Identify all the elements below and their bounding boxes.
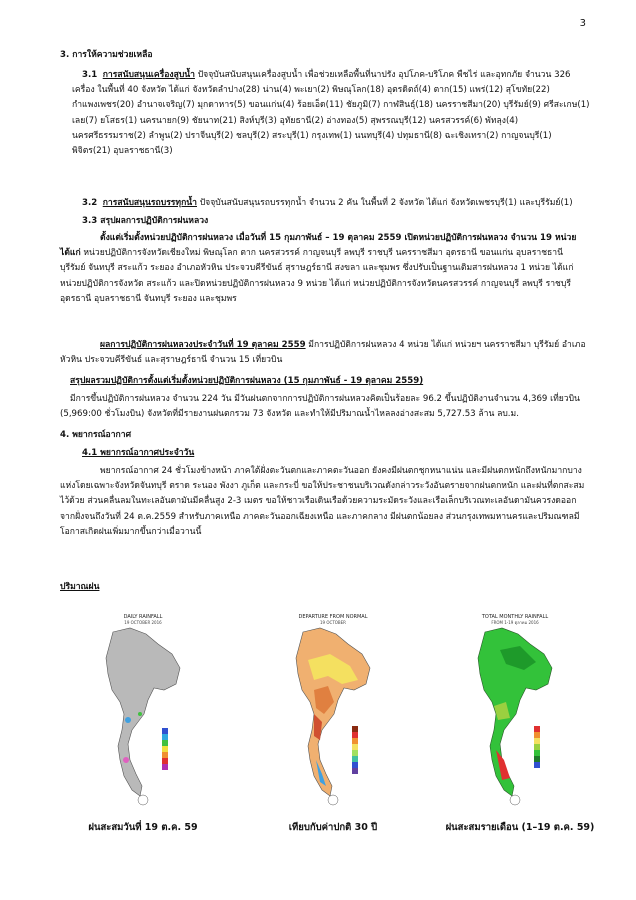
summary-heading-text: สรุปผลรวมปฏิบัติการตั้งแต่เริ่มตั้งหน่วยปฏิบัติการฝนหลวง (15 กุมภาพันธ์ - 19 ตุลาคม 2559) [70,376,424,386]
departure-map-image [258,610,408,810]
section-4-1-text: พยากรณ์อากาศ 24 ชั่วโมงข้างหน้า ภาคใต้ฝั่งตะวันตกและภาคตะวันออก ยังคงมีฝนตกชุกหนาแน่น และมีฝนตกหนักถึงหนักมากบางแห่งโดยเฉพาะจังหวัดจันทบุรี ตราด ระนอง พังงา ภูเก็ต และกระบี่ ขอให้ประชาชนบริเวณดังกล่าวระวังอันตรายจากฝนตกหนัก และฝนที่ตกสะสมไว้ด้วย ส่วนคลื่นลมในทะเลอันดามันมีคลื่นสูง 2-3 เมตร ขอให้ชาวเรือเดินเรือด้วยความระมัดระวังและเรือเล็กบริเวณทะเลอันดามันควรงดออกจากฝั่งจนถึงวันที่ 24 ต.ค.2559 สำหรับภาคเหนือ ภาคตะวันออกเฉียงเหนือ และภาคกลาง มีฝนตกน้อยลง ส่วนกรุงเทพมหานครและปริมณฑลมีโอกาสเกิดฝนเพิ่มมากขึ้นกว่าเมื่อวานนี้ [60,466,585,537]
departure-from-normal-map [258,610,408,810]
map1-subtitle: 19 OCTOBER 2016 [124,620,162,625]
map2-caption: เทียบกับค่าปกติ 30 ปี [288,822,378,833]
rainfall-heading [60,580,590,595]
section-3-3-paragraph-2 [60,338,590,368]
section-3-1-title: การสนับสนุนเครื่องสูบน้ำ [102,70,195,80]
map3-caption: ฝนสะสมรายเดือน (1–19 ต.ค. 59) [445,822,595,833]
page-number: 3 [579,18,586,29]
rainfall-maps [60,610,595,850]
section-3-1-number: 3.1 [82,70,98,80]
rainfall-heading-text: ปริมาณฝน [60,582,100,592]
map2-title: DEPARTURE FROM NORMAL [298,614,368,620]
section-3-2-title: การสนับสนุนรถบรรทุกน้ำ [102,198,197,208]
section-3-1-paragraph [72,68,590,159]
section-3-3-text-2: มีการปฏิบัติการฝนหลวง 4 หน่วย ได้แก่ หน่วยฯ นครราชสีมา บุรีรัมย์ อำเภอหัวหิน ประจวบคีรีขันธ์ และสุราษฎร์ธานี จำนวน 15 เที่ยวบิน [60,340,586,366]
section-3-2-number: 3.2 [82,198,98,208]
map3-subtitle: FROM 1-19 ตุลาคม 2016 [491,620,539,625]
section-3-3-summary-text: มีการขึ้นปฏิบัติการฝนหลวง จำนวน 224 วัน มีวันฝนตกจากการปฏิบัติการฝนหลวงคิดเป็นร้อยละ 96.2 ขึ้นปฏิบัติงานจำนวน 4,369 เที่ยวบิน (5,969:00 ชั่วโมงบิน) จังหวัดที่มีรายงานฝนตกรวม 73 จังหวัด และทำให้มีปริมาณน้ำไหลลงอ่างสะสม 5,727.53 ล้าน ลบ.ม. [60,394,580,420]
section-3-3-bold-1: ตั้งแต่เริ่มตั้งหน่วยปฏิบัติการฝนหลวง เมื่อวันที่ 15 กุมภาพันธ์ – 19 ตุลาคม 2559 เปิดหน่วยปฏิบัติการฝนหลวง จำนวน 19 หน่วย ได้แก่ [60,233,577,259]
daily-rainfall-map [68,610,218,810]
section-3-1-text: ปัจจุบันสนับสนุนเครื่องสูบน้ำ เพื่อช่วยเหลือพื้นที่นาปรัง อุปโภค-บริโภค พืชไร่ และอุทกภัย จำนวน 326 เครื่อง ในพื้นที่ 40 จังหวัด ได้แก่ จังหวัดลำปาง(28) น่าน(4) พะเยา(2) พิษณุโลก(18) อุตรดิตถ์(4) ตาก(15) แพร่(12) สุโขทัย(22) กำแพงเพชร(20) อำนาจเจริญ(7) มุกดาหาร(5) ขอนแก่น(4) ร้อยเอ็ด(11) ชัยภูมิ(7) กาฬสินธุ์(18) นครราชสีมา(20) บุรีรัมย์(9) ศรีสะเกษ(1) เลย(7) ยโสธร(1) นครนายก(9) ชัยนาท(21) สิงห์บุรี(3) อุทัยธานี(2) อ่างทอง(5) สุพรรณบุรี(12) นครสวรรค์(6) พัทลุง(4) นครศรีธรรมราช(2) ลำพูน(2) ปราจีนบุรี(2) ชลบุรี(2) สระบุรี(1) กรุงเทพ(1) นนทบุรี(4) ปทุมธานี(8) ฉะเชิงเทรา(2) กาญจนบุรี(1) พิจิตร(21) อุบลราชธานี(3) [72,70,590,157]
monthly-rainfall-map-image [440,610,590,810]
map3-title: TOTAL MONTHLY RAINFALL [481,614,549,620]
map1-title: DAILY RAINFALL [123,614,163,620]
section-3-3-bold-2: ผลการปฏิบัติการฝนหลวงประจำวันที่ 19 ตุลาคม 2559 [100,340,306,350]
monthly-rainfall-map [440,610,590,810]
section-3-3-paragraph-1 [60,231,590,307]
map1-caption: ฝนสะสมวันที่ 19 ต.ค. 59 [88,822,198,833]
daily-rainfall-map-image [68,610,218,810]
section-3-2-text: ปัจจุบันสนับสนุนรถบรรทุกน้ำ จำนวน 2 คัน ในพื้นที่ 2 จังหวัด ได้แก่ จังหวัดเพชรบุรี(1) และบุรีรัมย์(1) [197,198,573,208]
map2-subtitle: 19 OCTOBER [320,620,346,625]
section-3-heading: 3. การให้ความช่วยเหลือ [60,50,153,60]
section-4-1-heading [72,446,590,461]
section-3-3-text-1: หน่วยปฏิบัติการจังหวัดเชียงใหม่ พิษณุโลก ตาก นครสวรรค์ กาญจนบุรี ลพบุรี ราชบุรี นครราชสีมา อุดรธานี ขอนแก่น อุบลราชธานี บุรีรัมย์ จันทบุรี สระแก้ว ระยอง อำเภอหัวหิน ประจวบคีรีขันธ์ สุราษฎร์ธานี สงขลา และชุมพร ซึ่งปรับเป็นฐานเติมสารฝนหลวง 1 หน่วย ได้แก่ หน่วยปฏิบัติการจังหวัด สระแก้ว และปิดหน่วยปฏิบัติการฝนหลวง 9 หน่วย ได้แก่ หน่วยปฏิบัติการจังหวัดนครสวรรค์ กาญจนบุรี ลพบุรี ราชบุรี อุดรธานี อุบลราชธานี จันทบุรี ระยอง และชุมพร [60,248,574,304]
section-3-3-summary-heading [60,374,590,389]
section-4-1-heading-text: 4.1 พยากรณ์อากาศประจำวัน [82,448,195,458]
section-3-2-paragraph [72,196,590,211]
section-3-3-heading: 3.3 สรุปผลการปฏิบัติการฝนหลวง [82,216,209,226]
section-4-heading: 4. พยากรณ์อากาศ [60,430,132,440]
